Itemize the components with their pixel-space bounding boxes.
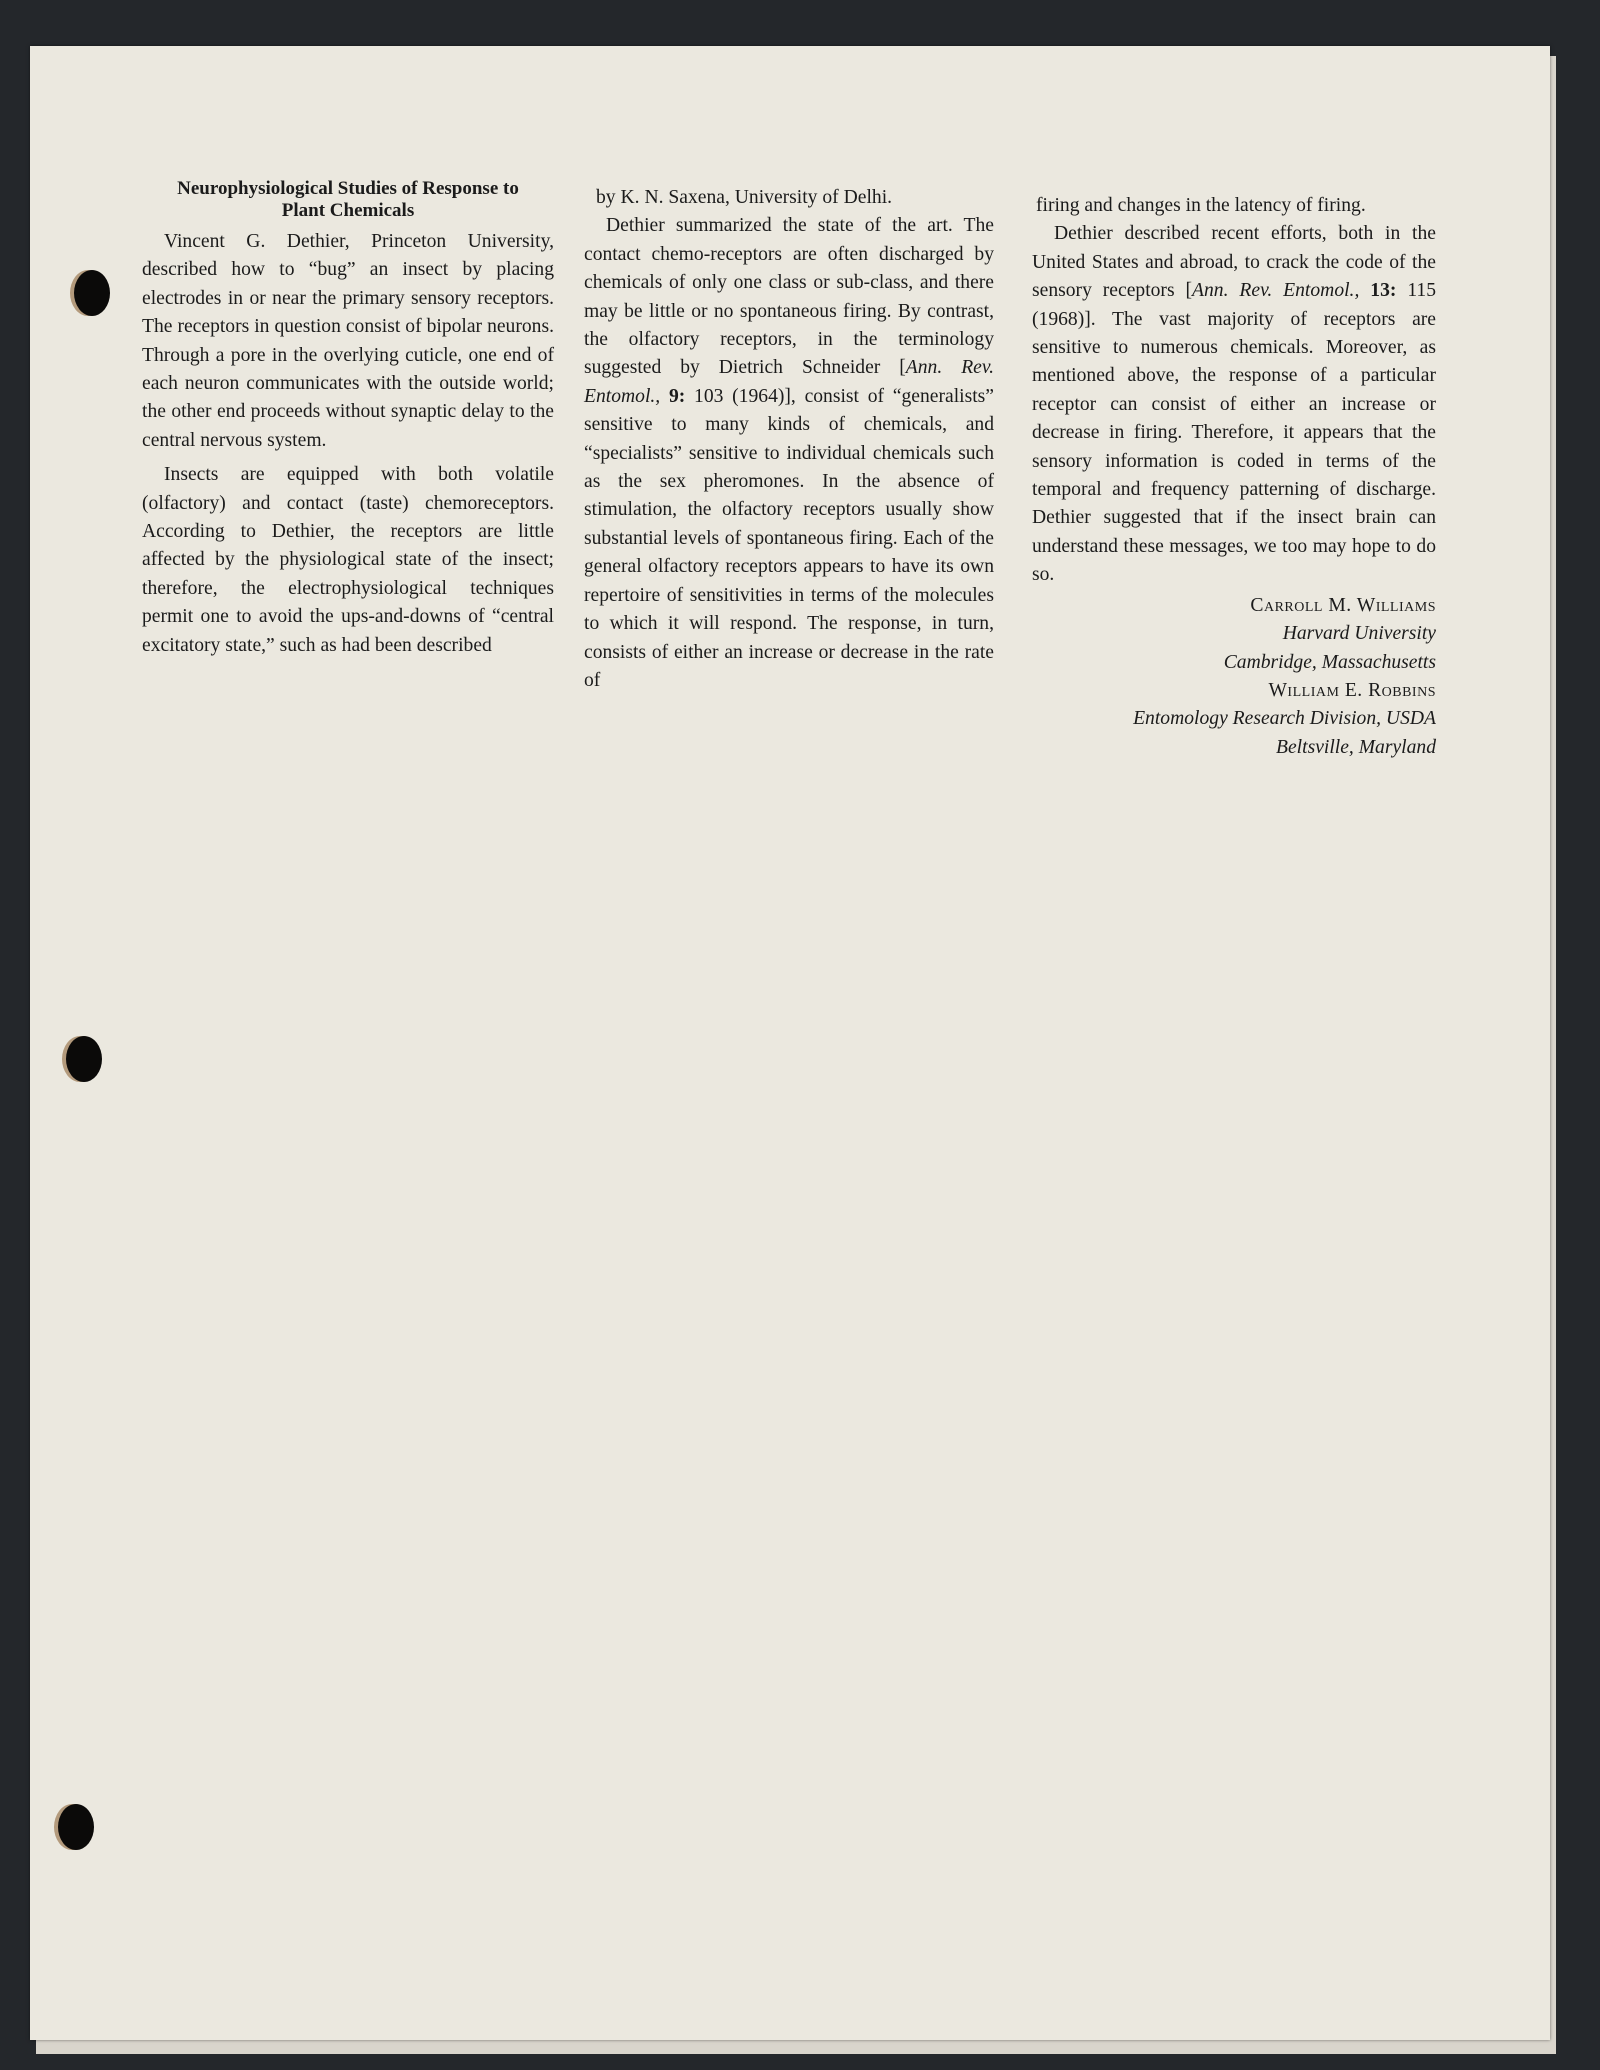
paragraph [1032, 220, 1436, 589]
column-1 [142, 178, 554, 666]
paragraph-text: 103 (1964)], consist of “generalists” sensitive to many kinds of chemicals, and “specialists” sensitive to individual chemicals such as the sex pheromones. In the absence of stimulation, the olfactory receptors usually show substantial levels of spontaneous firing. Each of the general olfactory receptors appears to have its own repertoire of sensitivities in terms of the molecules to which it will respond. The response, in turn, consists of either an increase or decrease in the rate of [584, 385, 994, 691]
author-affiliation: Cambridge, Massachusetts [1223, 651, 1436, 673]
column-2 [584, 184, 994, 701]
paragraph-text: Dethier described recent efforts, both in the United States and abroad, to crack the code of the sensory receptors [ [1032, 223, 1436, 302]
author-name: William E. Robbins [1268, 679, 1436, 701]
citation-journal: Ann. Rev. Entomol., [1192, 280, 1360, 302]
article-heading-line2: Plant Chemicals [281, 200, 415, 221]
signature-block [1032, 592, 1436, 762]
article-heading [142, 178, 554, 222]
paragraph-text: by K. N. Saxena, University of Delhi. [596, 187, 893, 208]
paragraph [584, 212, 994, 695]
author-name: Carroll M. Williams [1250, 594, 1436, 616]
author-affiliation: Entomology Research Division, USDA [1133, 708, 1436, 730]
paragraph: Vincent G. Dethier, Princeton University, described how to “bug” an insect by placing electrodes in or near the primary sensory receptors. The receptors in question consist of bipolar neurons. Through a pore in the overlying cuticle, one end of each neuron communicates with the outside world; the other end proceeds without synaptic delay to the central nervous system. [142, 231, 554, 451]
article-heading-line1: Neurophysiological Studies of Response to [177, 178, 519, 199]
column-3 [1032, 192, 1436, 762]
paragraph: Insects are equipped with both volatile (olfactory) and contact (taste) chemoreceptors. According to Dethier, the receptors are little affected by the physiological state of the insect; therefore, the electrophysiological techniques permit one to avoid the ups-and-downs of “central excitatory state,” such as had been described [142, 464, 554, 656]
author-affiliation: Harvard University [1282, 623, 1436, 645]
citation-volume: 9: [668, 385, 686, 407]
paragraph [1032, 192, 1436, 220]
author-affiliation: Beltsville, Maryland [1276, 736, 1436, 758]
binder-hole-top [74, 270, 110, 316]
paragraph-text: Dethier summarized the state of the art. The contact chemo-receptors are often discharged by chemicals of only one class or sub-class, and there may be little or no spontaneous firing. By contrast, the olfactory receptors, in the terminology suggested by Dietrich Schneider [ [584, 215, 994, 379]
paragraph-text: firing and changes in the latency of firing. [1036, 195, 1366, 216]
citation-journal: Ann. Rev. Entomol., [584, 357, 995, 407]
paragraph-text: 115 (1968)]. The vast majority of receptors are sensitive to numerous chemicals. Moreover, as mentioned above, the response of a particular receptor can consist of either an increase or decrease in firing. Therefore, it appears that the sensory information is coded in terms of the temporal and frequency patterning of discharge. Dethier suggested that if the insect brain can understand these messages, we too may hope to do so. [1032, 280, 1436, 586]
binder-hole-bottom [58, 1804, 94, 1850]
binder-hole-middle [66, 1036, 102, 1082]
citation-volume: 13: [1370, 280, 1397, 302]
paragraph [584, 184, 994, 212]
